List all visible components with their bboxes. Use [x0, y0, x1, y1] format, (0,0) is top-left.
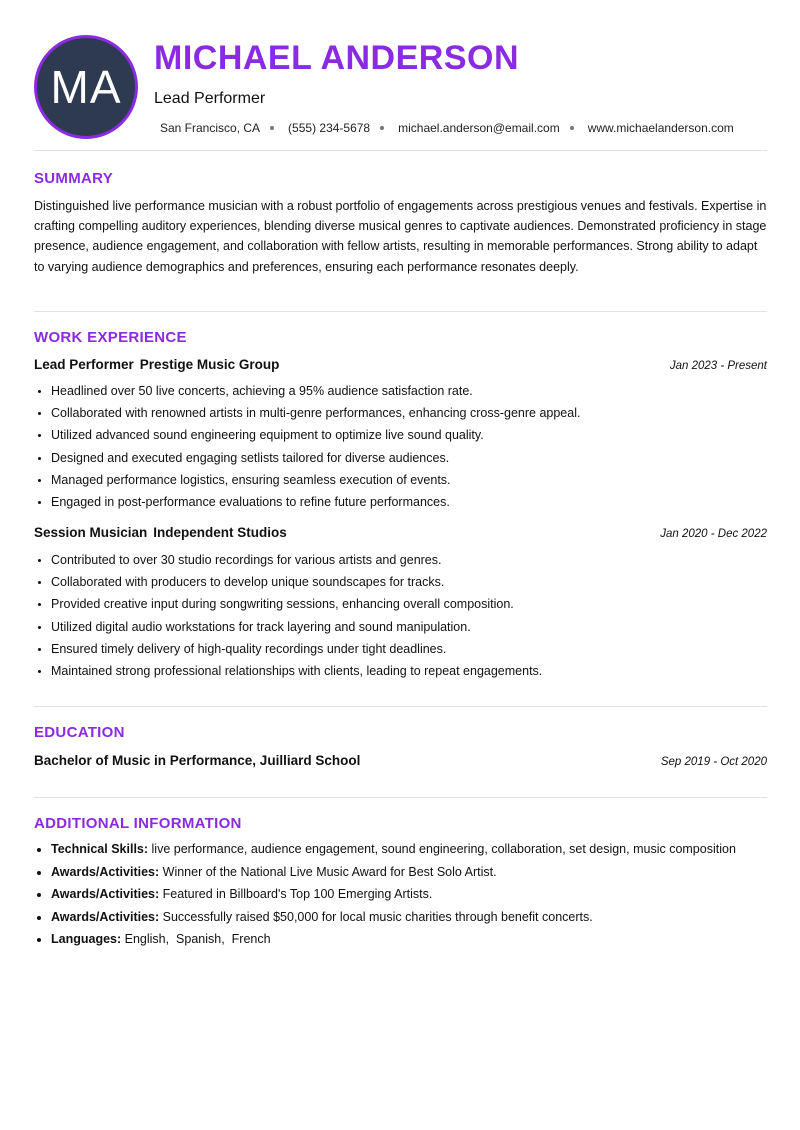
- job-header: [34, 357, 767, 372]
- divider: [34, 150, 767, 151]
- list-item: • Designed and executed engaging setlists tailored for diverse audiences.: [51, 447, 784, 469]
- item-label: Awards/Activities:: [51, 909, 160, 924]
- job-title: [34, 525, 287, 540]
- job-bullets: [34, 549, 784, 682]
- candidate-name: MICHAEL ANDERSON: [154, 39, 520, 77]
- list-item: • Engaged in post-performance evaluations to refine future performances.: [51, 491, 784, 513]
- job-dates: Jan 2020 - Dec 2022: [660, 528, 767, 540]
- list-item: • Maintained strong professional relationships with clients, leading to repeat engagements.: [51, 660, 784, 682]
- job-role: Session Musician: [34, 525, 148, 540]
- list-item: • Contributed to over 30 studio recordings for various artists and genres.: [51, 549, 784, 571]
- list-item: [51, 840, 751, 859]
- avatar-initials: MA: [50, 61, 122, 113]
- job-role: Lead Performer: [34, 357, 134, 372]
- divider: [34, 311, 767, 312]
- item-text: Winner of the National Live Music Award for Best Solo Artist.: [162, 864, 497, 879]
- item-text: Successfully raised $50,000 for local music charities through benefit concerts.: [162, 909, 593, 924]
- summary-text: Distinguished live performance musician with a robust portfolio of engagements across prestigious venues and festivals. Expertise in crafting compelling auditory experiences, blending diverse musical genres to captivate audiences. Demonstrated proficiency in stage presence, audience engagement, and collaboration with fellow artists, resulting in memorable performances. Strong ability to adapt to varying audience demographics and preferences, ensuring each performance resonates deeply.: [34, 199, 767, 274]
- job-company: Prestige Music Group: [139, 357, 280, 372]
- item-label: Technical Skills:: [51, 842, 149, 856]
- contact-website[interactable]: www.michaelanderson.com: [587, 121, 734, 135]
- summary-heading: SUMMARY: [34, 170, 114, 187]
- item-label: Languages:: [51, 932, 122, 946]
- candidate-role: Lead Performer: [154, 90, 266, 107]
- education-heading: EDUCATION: [34, 724, 125, 741]
- avatar: [34, 35, 138, 139]
- divider: [34, 706, 767, 707]
- list-item: • Provided creative input during songwriting sessions, enhancing overall composition.: [51, 593, 784, 615]
- list-item: • Collaborated with renowned artists in multi-genre performances, enhancing cross-genre appeal.: [51, 402, 784, 424]
- education-dates: Sep 2019 - Oct 2020: [660, 756, 767, 768]
- education-degree: Bachelor of Music in Performance, Juilliard School: [34, 753, 361, 768]
- list-item: • Utilized digital audio workstations for track layering and sound manipulation.: [51, 616, 784, 638]
- education-entry: [34, 753, 767, 768]
- contact-info: [160, 119, 734, 137]
- item-text: live performance, audience engagement, sound engineering, collaboration, set design, music composition: [151, 842, 736, 856]
- list-item: [51, 863, 751, 882]
- item-label: Awards/Activities:: [51, 864, 160, 879]
- contact-location: San Francisco, CA: [160, 121, 261, 135]
- list-item: [51, 908, 751, 927]
- job-header: [34, 525, 767, 540]
- item-label: Awards/Activities:: [51, 887, 160, 901]
- list-item: [51, 885, 751, 904]
- list-item: • Collaborated with producers to develop unique soundscapes for tracks.: [51, 571, 784, 593]
- additional-heading: ADDITIONAL INFORMATION: [34, 815, 242, 832]
- job-title: [34, 357, 279, 372]
- separator-dot: [270, 126, 274, 130]
- additional-list: [34, 840, 751, 953]
- list-item: • Utilized advanced sound engineering equipment to optimize live sound quality.: [51, 424, 784, 446]
- job-company: Independent Studios: [153, 525, 287, 540]
- list-item: [51, 930, 751, 949]
- divider: [34, 797, 767, 798]
- contact-email[interactable]: michael.anderson@email.com: [398, 121, 560, 135]
- item-text: English, Spanish, French: [124, 932, 271, 946]
- separator-dot: [570, 126, 574, 130]
- separator-dot: [380, 126, 384, 130]
- contact-phone: (555) 234-5678: [288, 121, 371, 135]
- item-text: Featured in Billboard's Top 100 Emerging Artists.: [162, 887, 433, 901]
- list-item: • Managed performance logistics, ensuring seamless execution of events.: [51, 469, 784, 491]
- list-item: • Ensured timely delivery of high-quality recordings under tight deadlines.: [51, 638, 784, 660]
- job-dates: Jan 2023 - Present: [669, 360, 767, 372]
- job-bullets: [34, 380, 784, 513]
- list-item: • Headlined over 50 live concerts, achieving a 95% audience satisfaction rate.: [51, 380, 784, 402]
- experience-heading: WORK EXPERIENCE: [34, 329, 187, 346]
